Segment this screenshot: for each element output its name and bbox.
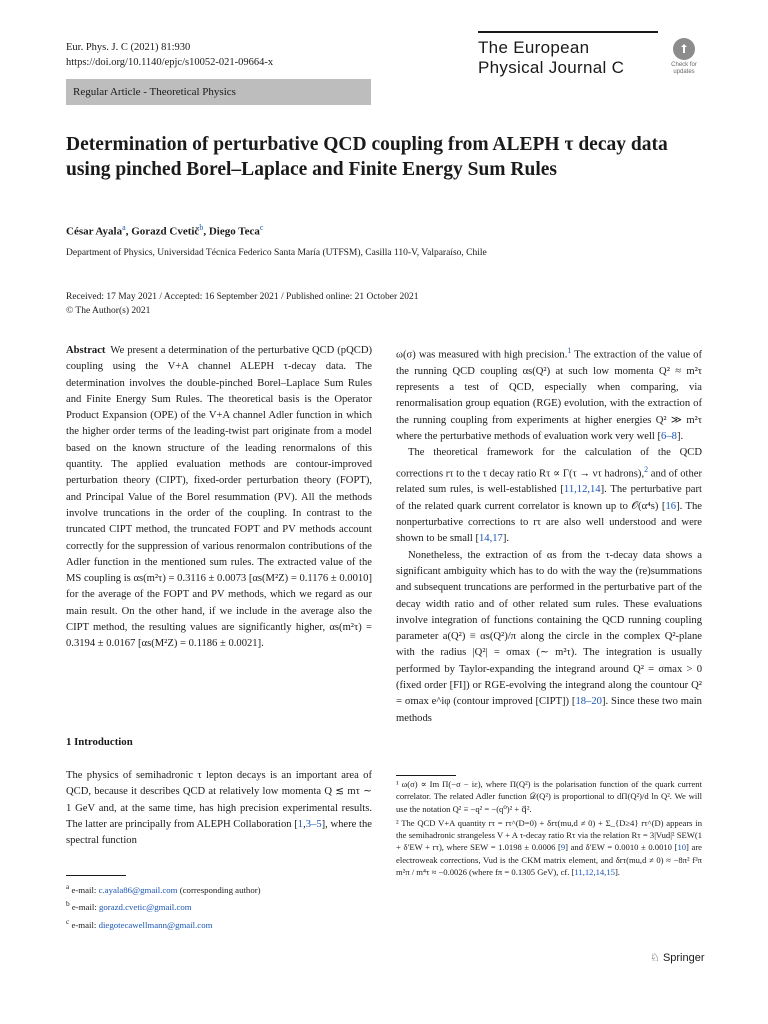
- author-name: , Diego Teca: [203, 225, 260, 238]
- footnote-ref[interactable]: 2: [644, 464, 649, 474]
- text: ]. The nonperturbative corrections to rτ are also well understood and were shown to be small [: [396, 500, 702, 545]
- intro-text: ], where the spectral function: [66, 818, 372, 847]
- citation-link[interactable]: 14,17: [478, 533, 503, 545]
- citation-link[interactable]: 9: [560, 842, 566, 853]
- doi-link[interactable]: https://doi.org/10.1140/epjc/s10052-021-09664-x: [66, 57, 274, 68]
- journal-line-1: The European: [478, 38, 590, 57]
- paragraph: [396, 548, 702, 727]
- footnote-2: [396, 817, 702, 878]
- footnote-label: e-mail:: [69, 919, 99, 930]
- springer-horse-icon: ♘: [650, 952, 660, 964]
- author-name: , Gorazd Cvetič: [125, 225, 200, 238]
- journal-name: [478, 38, 624, 78]
- affiliation-mark[interactable]: c: [259, 223, 264, 232]
- email-link[interactable]: diegotecawellmann@gmail.com: [98, 919, 213, 930]
- citation-link[interactable]: 18–20: [575, 696, 602, 708]
- citation-link[interactable]: 16: [665, 500, 677, 512]
- email-link[interactable]: gorazd.cvetic@gmail.com: [98, 902, 192, 913]
- affiliation-mark[interactable]: a: [122, 223, 126, 232]
- right-footnotes: [396, 778, 702, 880]
- abstract-text: We present a determination of the perturbative QCD (pQCD) coupling using the V+A channel ALEPH τ-decay data. The determination involves the double-pinched Borel–Laplace Sum Rules and Finite Energy Sum Rules. The theoretical basis is the Operator Product Expansion (OPE) of the V+A channel Adler function in which the higher order terms of the leading-twist part originate from a model based on the known structure of the leading renormalons of this quantity. The applied evaluation methods are contour-improved perturbation theory (CIPT), fixed-order perturbation theory (FOPT), and Principal Value of the Borel resummation (PV). All the methods involve truncations in the order of the coupling. In contrast to the truncated CIPT method, the truncated FOPT and PV methods account correctly for the suppression of various renormalon contributions of the Adler function in the mentioned sum rules. The extracted value of the MS coupling is αs(m²τ) = 0.3116 ± 0.0073 [αs(M²Z) = 0.1176 ± 0.0010] for the average of the FOPT and PV methods, which we regard as our main result. On the other hand, if we include in the average also the CIPT method, the resulting values are significantly higher, αs(m²τ) = 0.3194 ± 0.0167 [αs(M²Z) = 0.1186 ± 0.0021].: [66, 345, 372, 650]
- footnote-label: e-mail:: [69, 884, 99, 895]
- text: ω(σ) was measured with high precision.: [396, 349, 568, 361]
- footnote-rule: [66, 875, 126, 876]
- publisher-logo: [650, 951, 705, 964]
- text: ]. Since these two main methods: [396, 696, 702, 724]
- header-meta: [66, 40, 273, 70]
- intro-text: The physics of semihadronic τ lepton decays is an important area of QCD, because it describes QCD at relatively low momenta Q ≲ mτ ∼ 1 GeV and, at the same time, has high precision experimental results. The latter are principally from ALEPH Collaboration [: [66, 770, 372, 830]
- email-link[interactable]: c.ayala86@gmail.com: [98, 884, 178, 895]
- email-footnotes: [66, 880, 372, 932]
- citation-link[interactable]: 6–8: [661, 431, 677, 443]
- affiliation: Department of Physics, Universidad Técnica Federico Santa María (UTFSM), Casilla 110-V, Valparaíso, Chile: [66, 248, 487, 258]
- footnote-1: ¹ ω(σ) ∝ Im Π(−σ − iε), where Π(Q²) is the polarisation function of the quark current correlator. The related Adler function 𝒟(Q²) is proportional to dΠ(Q²)/d ln Q². We will use the notation Q² ≡ −q² = −(q⁰)² + q⃗².: [396, 779, 702, 814]
- journal-line-2: Physical Journal C: [478, 58, 625, 77]
- abstract: [66, 343, 372, 653]
- check-for-updates-badge[interactable]: [664, 38, 704, 74]
- text: ].: [502, 533, 510, 545]
- copyright-line: © The Author(s) 2021: [66, 305, 151, 316]
- check-label-2: updates: [673, 69, 695, 75]
- text: and of other related sum rules, is well-established [: [396, 468, 702, 496]
- paragraph: [396, 343, 702, 445]
- author-name: César Ayala: [66, 225, 123, 238]
- text: ] and δ′EW = 0.0010 ± 0.0010 [: [565, 842, 678, 853]
- text: ] are electroweak corrections, Vud is the CKM matrix element, and δrτ(mu,d ≠ 0) ≈ −8π² f²π m²π / m⁴τ ≈ −0.0026 (where fπ = 0.1305 GeV), cf. [: [396, 842, 702, 878]
- author-list: [66, 223, 263, 238]
- publisher-name: Springer: [662, 952, 705, 964]
- right-column-text: [396, 343, 702, 727]
- email-footnote: [66, 915, 372, 932]
- text: ].: [676, 431, 684, 443]
- citation-link[interactable]: 10: [677, 842, 687, 853]
- text: The theoretical framework for the calculation of the QCD corrections rτ to the τ decay ratio Rτ ∝ Γ(τ → ντ hadrons),: [396, 447, 702, 480]
- footnote-mark: c: [66, 916, 70, 926]
- citation-link[interactable]: 11,12,14,15: [574, 867, 615, 878]
- abstract-label: Abstract: [66, 345, 106, 356]
- text: ² The QCD V+A quantity rτ = rτ^(D=0) + δrτ(mu,d ≠ 0) + Σ_{D≥4} rτ^(D) appears in the semihadronic strangeless V + A τ-decay ratio Rτ via the relation Rτ = 3|Vud|² SEW(1 + δ′EW + rτ), where SEW = 1.0198 ± 0.0006 [: [396, 817, 702, 853]
- footnote-mark: b: [66, 899, 70, 909]
- dates-line: Received: 17 May 2021 / Accepted: 16 September 2021 / Published online: 21 October 2021: [66, 292, 419, 302]
- paper-title: Determination of perturbative QCD coupling from ALEPH τ decay data using pinched Borel–Laplace and Finite Energy Sum Rules: [66, 134, 668, 180]
- footnote-mark: a: [66, 882, 70, 891]
- citation-link[interactable]: 1: [297, 818, 304, 830]
- email-footnote: [66, 880, 372, 897]
- text: ]. The perturbative part of the related quark current correlator is known up to 𝒪(α⁴s) [: [396, 484, 702, 512]
- text: The extraction of the value of the running QCD coupling αs(Q²) at such low momenta Q² ≈ m²τ represents a test of QCD, especially when comparing, via renormalisation group equation (RGE) evolution, with the extraction of the running coupling from experiments at higher energies Q² ≫ m²τ where the perturbative methods of evaluation work very well [: [396, 349, 702, 443]
- footnote-label: e-mail:: [69, 902, 99, 913]
- check-label-1: Check for: [671, 62, 697, 68]
- text: Nonetheless, the extraction of αs from the τ-decay data shows a significant ambiguity which has to do with the way the (re)summations and subsequent truncations are performed in the perturbative part of the decay width ratio and of other related sum rules. These evaluations involve integration of functions containing the QCD running coupling parameter a(Q²) ≡ αs(Q²)/π along the circle in the complex Q²-plane with the radius |Q²| = σmax (∼ m²τ). The integration is usually performed by Taylor-expanding the integrand around Q² = σmax > 0 (fixed order [FI]) or RGE-evolving the integrand along the countour Q² = σmax e^iφ (contour improved [CIPT]) [: [396, 549, 702, 708]
- citation-link[interactable]: 11,12,14: [563, 484, 601, 496]
- affiliation-mark[interactable]: b: [199, 223, 204, 232]
- email-footnote: [66, 897, 372, 914]
- paragraph: [396, 445, 702, 547]
- section-heading: 1 Introduction: [66, 736, 133, 748]
- journal-rule: [478, 31, 658, 33]
- intro-text: ,: [303, 818, 306, 830]
- crossmark-icon: [673, 38, 695, 60]
- citation-link[interactable]: 3–5: [305, 818, 322, 830]
- text: ].: [614, 867, 620, 878]
- footnote-rule: [396, 775, 456, 776]
- article-type-band: Regular Article - Theoretical Physics: [66, 79, 371, 105]
- footnote-ref[interactable]: 1: [567, 346, 572, 355]
- intro-paragraph: [66, 768, 372, 849]
- journal-citation: Eur. Phys. J. C (2021) 81:930: [66, 42, 191, 53]
- footnote-note: (corresponding author): [177, 884, 261, 895]
- publication-dates: [66, 291, 419, 318]
